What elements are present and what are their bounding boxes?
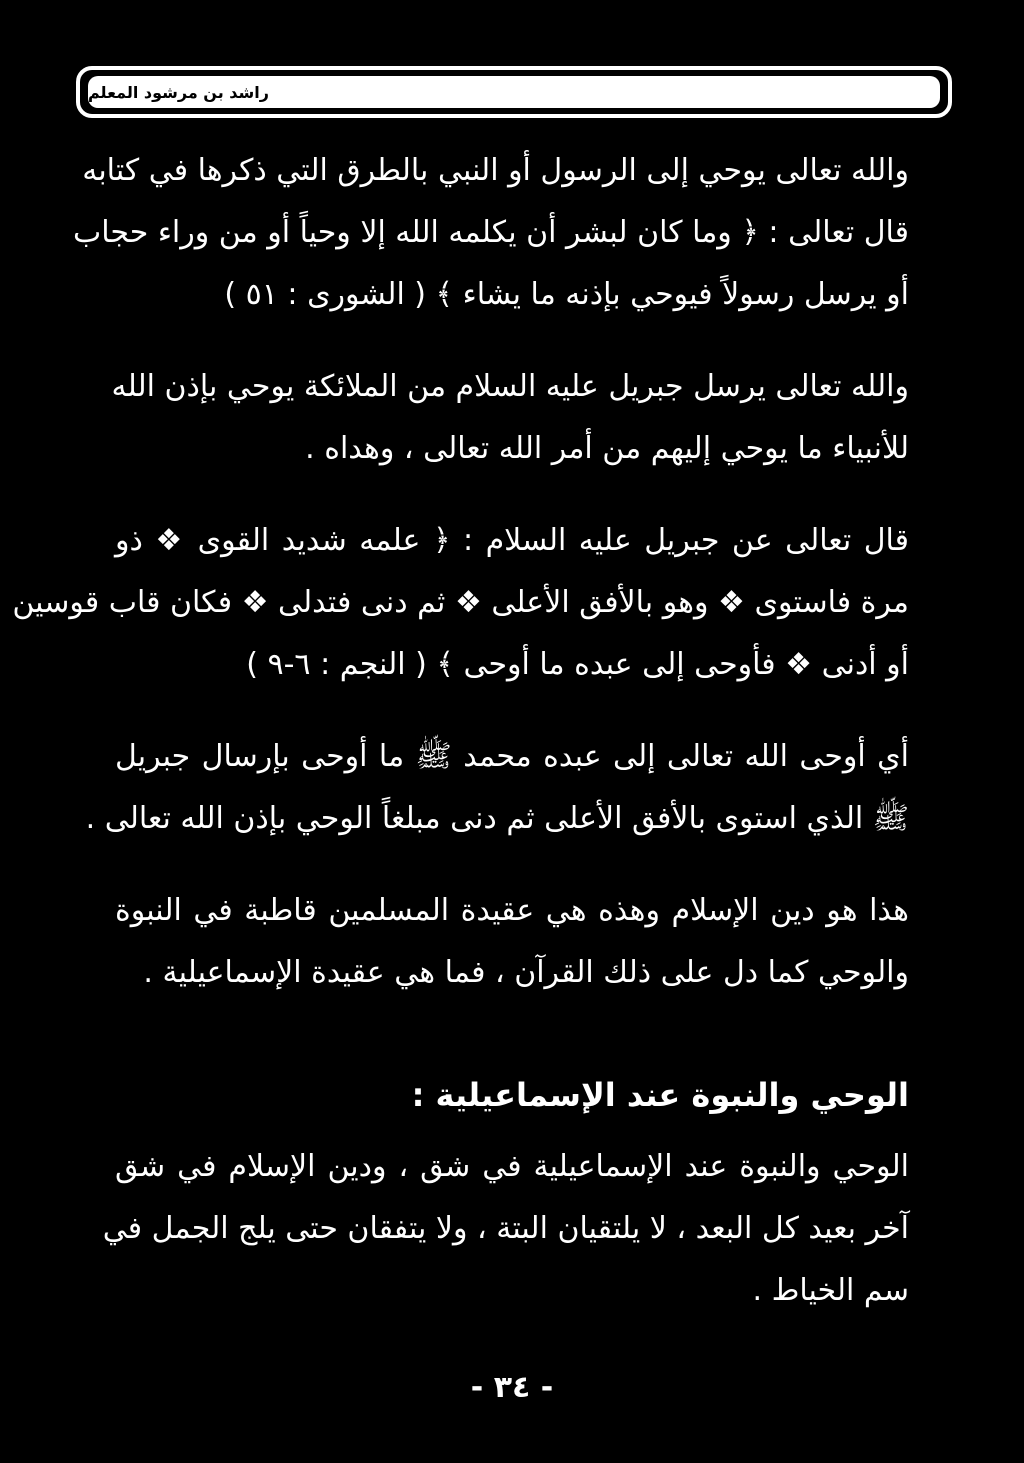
paragraph-2: [111, 356, 909, 480]
paragraph-final: [102, 1136, 909, 1322]
text-line: الوحي والنبوة عند الإسماعيلية في شق ، ودين الإسلام في شق: [115, 1149, 909, 1184]
text-line: ﷺ الذي استوى بالأفق الأعلى ثم دنى مبلغاً الوحي بإذن الله تعالى .: [85, 801, 909, 836]
paragraph-4: [85, 726, 909, 850]
author-name: راشد بن مرشود المعلم: [88, 82, 269, 102]
text-line: سم الخياط .: [752, 1273, 909, 1308]
section-heading: الوحي والنبوة عند الإسماعيلية :: [411, 1076, 909, 1114]
text-line: قال تعالى : ﴿ وما كان لبشر أن يكلمه الله إلا وحياً أو من وراء حجاب: [72, 215, 909, 250]
paragraph-5: [115, 880, 909, 1004]
header-band: [88, 76, 940, 108]
text-line: آخر بعيد كل البعد ، لا يلتقيان البتة ، ولا يتفقان حتى يلج الجمل في: [102, 1211, 909, 1246]
running-header: [76, 66, 952, 118]
text-line: والله تعالى يوحي إلى الرسول أو النبي بالطرق التي ذكرها في كتابه: [82, 153, 909, 188]
text-line: أي أوحى الله تعالى إلى عبده محمد ﷺ ما أوحى بإرسال جبريل: [115, 739, 909, 774]
text-line: والله تعالى يرسل جبريل عليه السلام من الملائكة يوحي بإذن الله: [111, 369, 909, 404]
text-line: والوحي كما دل على ذلك القرآن ، فما هي عقيدة الإسماعيلية .: [143, 955, 909, 990]
text-line: قال تعالى عن جبريل عليه السلام : ﴿ علمه شديد القوى ❖ ذو: [115, 523, 909, 558]
page-number: - ٣٤ -: [470, 1370, 554, 1405]
text-line: هذا هو دين الإسلام وهذه هي عقيدة المسلمين قاطبة في النبوة: [115, 893, 909, 928]
text-line: للأنبياء ما يوحي إليهم من أمر الله تعالى ، وهداه .: [305, 431, 909, 466]
text-line: أو أدنى ❖ فأوحى إلى عبده ما أوحى ﴾ ( النجم : ٦-٩ ): [246, 647, 909, 682]
page-body: [12, 140, 909, 1322]
text-line: أو يرسل رسولاً فيوحي بإذنه ما يشاء ﴾ ( الشورى : ٥١ ): [224, 277, 909, 312]
text-line: مرة فاستوى ❖ وهو بالأفق الأعلى ❖ ثم دنى فتدلى ❖ فكان قاب قوسين: [12, 585, 909, 620]
paragraph-3: [12, 510, 909, 696]
paragraph-1: [72, 140, 909, 326]
